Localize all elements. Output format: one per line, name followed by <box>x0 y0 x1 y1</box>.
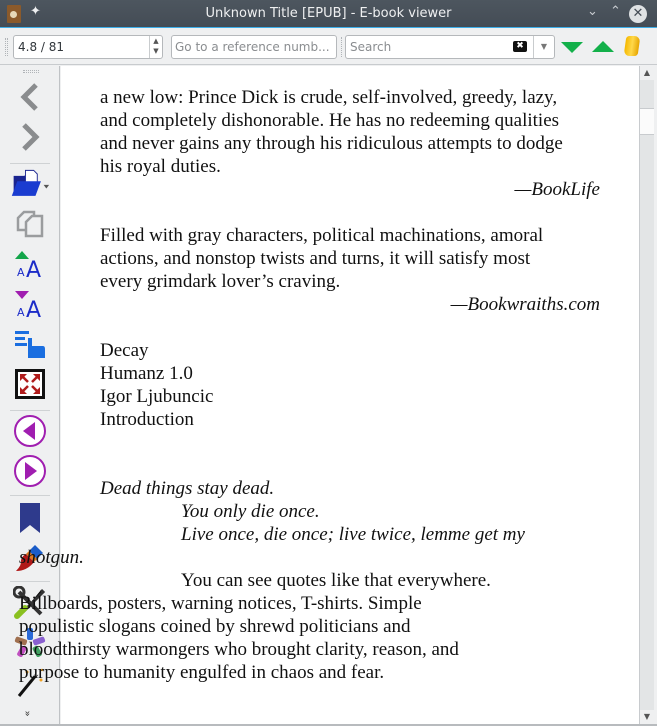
svg-text:A: A <box>26 258 42 280</box>
hand-pointer-icon <box>13 328 47 360</box>
window-title: Unknown Title [EPUB] - E-book viewer <box>205 6 452 21</box>
svg-text:A: A <box>26 298 42 320</box>
folder-open-icon <box>10 167 50 201</box>
scrollbar-thumb[interactable] <box>640 108 654 135</box>
clear-search-icon[interactable]: ✖ <box>513 41 527 52</box>
toc-entry: Introduction <box>100 409 194 430</box>
epigraph-line: You only die once. <box>181 501 320 522</box>
forward-button[interactable] <box>10 120 50 154</box>
book-content[interactable] <box>19 66 639 724</box>
bookmarks-button[interactable] <box>10 501 50 535</box>
review-attribution: —BookLife <box>514 179 600 200</box>
review-attribution: —Bookwraiths.com <box>450 294 600 315</box>
epigraph-line: Dead things stay dead. <box>100 478 275 499</box>
position-spinbox[interactable] <box>13 35 163 59</box>
spin-arrows[interactable] <box>149 36 162 58</box>
close-button[interactable]: ✕ <box>629 5 647 23</box>
fullscreen-icon <box>14 368 46 400</box>
sidebar-separator <box>10 163 50 164</box>
sidebar-grip[interactable] <box>23 70 39 73</box>
reference-input[interactable]: Go to a reference numb... <box>171 35 337 59</box>
title-bar <box>0 0 657 28</box>
font-increase-icon <box>13 248 47 280</box>
toolbar-grip[interactable] <box>5 38 8 56</box>
search-input[interactable] <box>345 35 555 59</box>
previous-match-icon[interactable] <box>592 41 614 52</box>
book-page <box>19 86 600 684</box>
review-paragraph: Filled with gray characters, political machinations, amoral actions, and nonstop twists and turns, it will satisfy most every grimdark lover’s craving. <box>100 225 544 292</box>
copy-button[interactable] <box>10 207 50 241</box>
review-paragraph: a new low: Prince Dick is crude, self-involved, greedy, lazy, and completely dishonorable. He has no redeeming qualities and never gains any through his ridiculous attempts to dodge his royal duties. <box>100 87 563 177</box>
sidebar-separator <box>10 410 50 411</box>
toc-entry: Decay <box>100 340 149 361</box>
toolbar <box>0 29 657 65</box>
lookup-button[interactable] <box>10 327 50 361</box>
spin-up-icon[interactable]: ▲ <box>153 37 159 45</box>
spin-down-icon[interactable]: ▼ <box>153 47 159 55</box>
pin-icon[interactable]: ✦ <box>30 4 41 19</box>
fullscreen-button[interactable] <box>10 367 50 401</box>
circle-arrow-right-icon <box>13 454 47 488</box>
epigraph-line: Live once, die once; live twice, lemme get my shotgun. <box>19 524 525 568</box>
body-paragraph: You can see quotes like that everywhere. Billboards, posters, warning notices, T-shirts. Simple populistic slogans coined by shrewd politicians and bloodthirsty warmongers who brought clarity, reason, and purpose to humanity engulfed in chaos and fear. <box>19 570 491 683</box>
toolbar-separator <box>341 37 342 57</box>
next-page-button[interactable] <box>10 454 50 488</box>
bookmark-icon <box>18 501 42 535</box>
search-placeholder: Search <box>350 40 392 54</box>
sidebar-separator <box>10 581 50 582</box>
back-button[interactable] <box>10 80 50 114</box>
position-value[interactable]: 4.8 / 81 <box>18 40 65 54</box>
scroll-up-arrow[interactable]: ▲ <box>640 66 654 80</box>
toc-entry: Humanz 1.0 <box>100 363 193 384</box>
svg-text:A: A <box>17 266 25 279</box>
vertical-scrollbar[interactable] <box>639 66 654 724</box>
next-match-icon[interactable] <box>561 42 583 53</box>
maximize-button[interactable]: ⌃ <box>610 4 621 19</box>
sidebar-separator <box>10 495 50 496</box>
circle-arrow-left-icon <box>13 414 47 448</box>
previous-page-button[interactable] <box>10 414 50 448</box>
scroll-down-arrow[interactable]: ▼ <box>640 710 654 724</box>
minimize-button[interactable]: ⌄ <box>587 4 598 19</box>
chevron-left-icon <box>18 82 42 112</box>
toc-entry: Igor Ljubuncic <box>100 386 214 407</box>
more-tools-icon[interactable]: » <box>21 710 33 717</box>
font-larger-button[interactable] <box>10 247 50 281</box>
chevron-right-icon <box>18 122 42 152</box>
search-history-dropdown[interactable]: ▼ <box>533 36 554 58</box>
svg-text:A: A <box>17 306 25 319</box>
font-decrease-icon <box>13 288 47 320</box>
toc-scroll-icon[interactable] <box>624 36 641 56</box>
open-ebook-button[interactable] <box>10 167 50 201</box>
font-smaller-button[interactable] <box>10 287 50 321</box>
copy-icon <box>14 208 46 240</box>
